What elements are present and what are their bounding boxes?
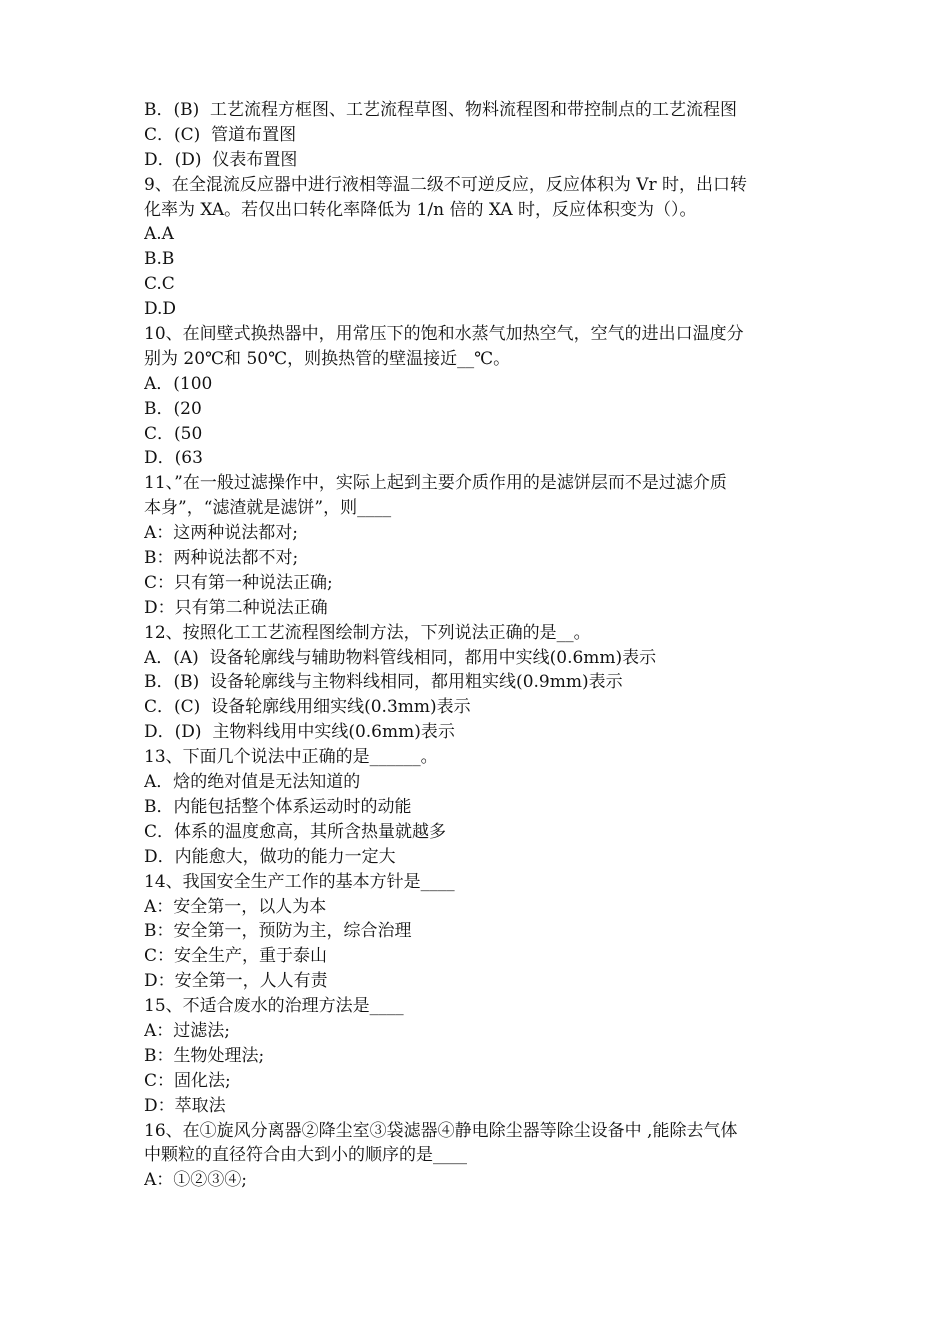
question-10-line-1: 10、在间壁式换热器中，用常压下的饱和水蒸气加热空气，空气的进出口温度分 bbox=[144, 324, 744, 345]
option-line: A：安全第一，以人为本 bbox=[144, 896, 327, 917]
question-15: 15、不适合废水的治理方法是____ bbox=[144, 996, 404, 1017]
question-12: 12、按照化工工艺流程图绘制方法，下列说法正确的是__。 bbox=[144, 622, 591, 643]
option-line: A.A bbox=[144, 224, 174, 245]
text-line: B．(B) 工艺流程方框图、工艺流程草图、物料流程图和带控制点的工艺流程图 bbox=[144, 100, 738, 120]
text-line: D．(D) 仪表布置图 bbox=[144, 149, 298, 170]
option-line: B．内能包括整个体系运动时的动能 bbox=[144, 796, 412, 817]
question-9-line-1: 9、在全混流反应器中进行液相等温二级不可逆反应，反应体积为 Vr 时，出口转 bbox=[144, 174, 748, 195]
option-line: C．体系的温度愈高，其所含热量就越多 bbox=[144, 821, 447, 842]
question-11-line-2: 本身”，“滤渣就是滤饼”，则____ bbox=[144, 498, 392, 519]
option-line: A：过滤法; bbox=[144, 1020, 231, 1041]
option-line: B：两种说法都不对; bbox=[144, 548, 299, 569]
option-line: D．(D) 主物料线用中实线(0.6mm)表示 bbox=[144, 722, 455, 743]
option-line: C．(C) 设备轮廓线用细实线(0.3mm)表示 bbox=[144, 697, 471, 718]
question-14: 14、我国安全生产工作的基本方针是____ bbox=[144, 871, 455, 892]
option-line: A：①②③④; bbox=[144, 1170, 248, 1191]
text-line: C．(C) 管道布置图 bbox=[144, 124, 297, 145]
question-13: 13、下面几个说法中正确的是______。 bbox=[144, 747, 438, 768]
option-line: D．(63 bbox=[144, 448, 203, 469]
option-line: D．内能愈大，做功的能力一定大 bbox=[144, 846, 396, 867]
option-line: B．(B) 设备轮廓线与主物料线相同，都用粗实线(0.9mm)表示 bbox=[144, 672, 623, 693]
option-line: A．(100 bbox=[144, 373, 213, 394]
option-line: A．焓的绝对值是无法知道的 bbox=[144, 772, 361, 793]
question-9-line-2: 化率为 XA。若仅出口转化率降低为 1/n 倍的 XA 时，反应体积变为（）。 bbox=[144, 199, 697, 220]
option-line: C.C bbox=[144, 274, 175, 295]
option-line: B.B bbox=[144, 249, 175, 270]
document-page bbox=[144, 98, 812, 1193]
option-line: A：这两种说法都对; bbox=[144, 523, 299, 544]
question-10-line-2: 别为 20℃和 50℃，则换热管的壁温接近__℃。 bbox=[144, 348, 511, 369]
option-line: D：安全第一，人人有责 bbox=[144, 971, 328, 992]
option-line: C：安全生产，重于泰山 bbox=[144, 946, 328, 967]
option-line: B．(20 bbox=[144, 398, 202, 419]
option-line: B：安全第一，预防为主，综合治理 bbox=[144, 921, 412, 942]
option-line: B：生物处理法; bbox=[144, 1045, 265, 1066]
option-line: A．(A) 设备轮廓线与辅助物料管线相同，都用中实线(0.6mm)表示 bbox=[144, 647, 657, 668]
question-16-line-1: 16、在①旋风分离器②降尘室③袋滤器④静电除尘器等除尘设备中 ,能除去气体 bbox=[144, 1120, 738, 1141]
question-16-line-2: 中颗粒的直径符合由大到小的顺序的是____ bbox=[144, 1145, 467, 1166]
option-line: C：固化法; bbox=[144, 1070, 231, 1091]
option-line: D.D bbox=[144, 299, 177, 320]
question-11-line-1: 11、”在一般过滤操作中，实际上起到主要介质作用的是滤饼层而不是过滤介质 bbox=[144, 473, 727, 494]
option-line: D：萃取法 bbox=[144, 1095, 226, 1116]
option-line: C．(50 bbox=[144, 423, 203, 444]
option-line: D：只有第二种说法正确 bbox=[144, 597, 328, 618]
option-line: C：只有第一种说法正确; bbox=[144, 572, 333, 593]
